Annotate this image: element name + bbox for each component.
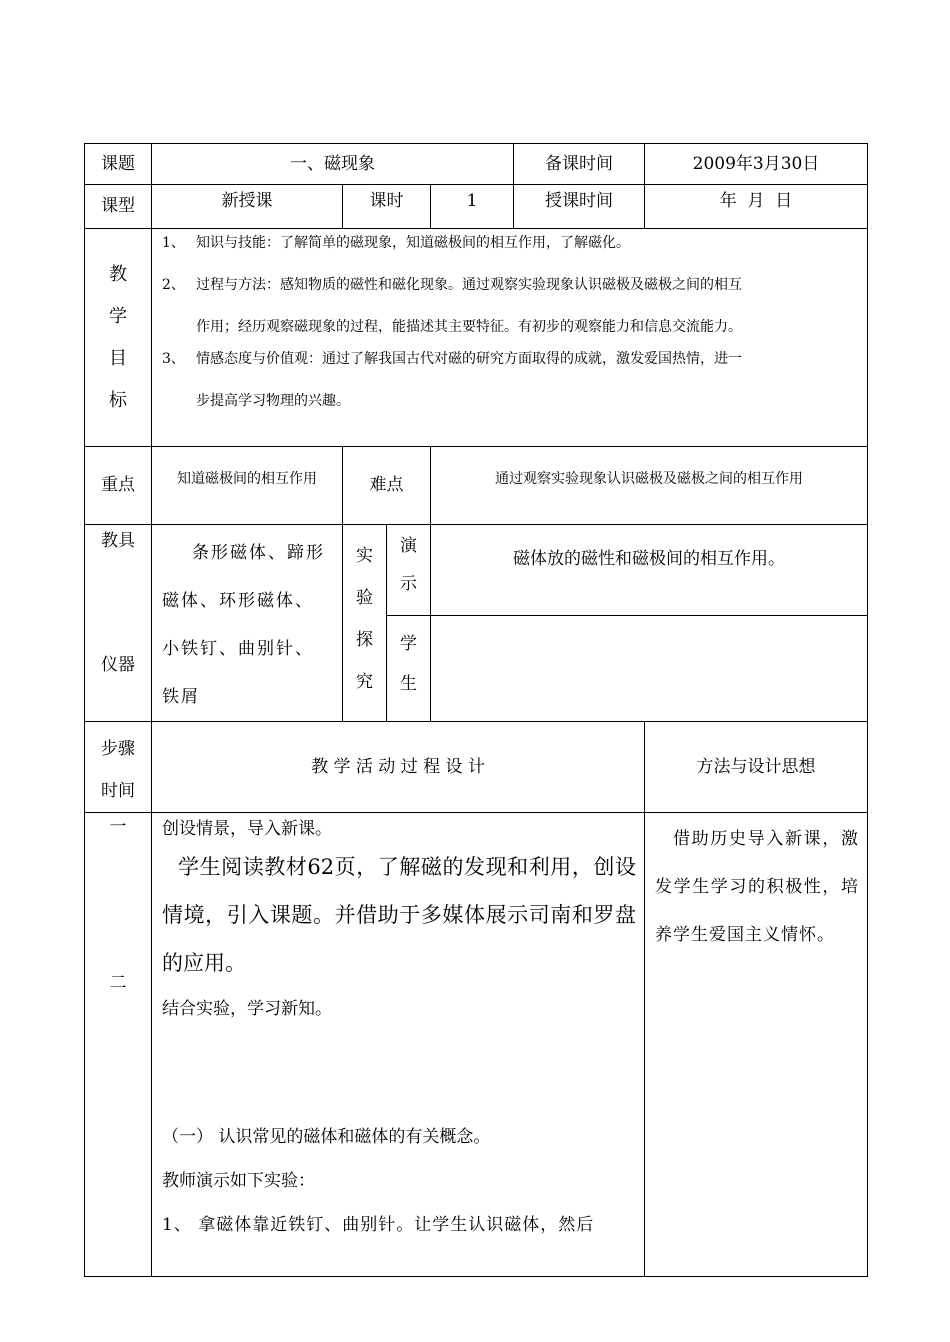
- demo-label-char: 示: [400, 574, 417, 594]
- goals-label-char: 目: [109, 347, 127, 369]
- equipment-label: [85, 525, 152, 722]
- paragraph-new-knowledge: 结合实验，学习新知。: [162, 999, 332, 1019]
- equipment-items: [152, 525, 343, 722]
- experiment-label-char: 探: [356, 630, 373, 650]
- goal-num: 3、: [162, 351, 185, 367]
- period-label: 课时: [343, 185, 431, 229]
- lesson-plan-table: [84, 143, 868, 1277]
- goal-text-continued: 步提高学习物理的兴趣。: [196, 393, 350, 409]
- step-label: 步骤: [101, 739, 135, 759]
- type-value: 新授课: [152, 185, 343, 229]
- goals-label-char: 教: [109, 263, 127, 285]
- experiment-label-char: 验: [356, 588, 373, 608]
- demo-value: 磁体放的磁性和磁极间的相互作用。: [431, 525, 868, 616]
- experiment-label: [343, 525, 387, 722]
- goal-item: [152, 347, 867, 371]
- experiment-label-char: 实: [356, 546, 373, 566]
- type-label: 课型: [85, 185, 152, 229]
- key-point-value: 知道磁极间的相互作用: [152, 447, 343, 525]
- equipment-line: 小铁钉、曲别针、: [162, 639, 314, 659]
- paragraph-reading: 学生阅读教材62页，了解磁的发现和利用，创设情境，引入课题。并借助于多媒体展示司南和罗盘的应用。: [162, 855, 636, 975]
- teach-time-value: 年 月 日: [645, 185, 868, 229]
- equipment-line: 条形磁体、蹄形: [192, 543, 325, 563]
- difficult-point-label: 难点: [343, 447, 431, 525]
- equipment-label-top: 教具: [101, 531, 135, 551]
- goals-label-char: 标: [109, 389, 127, 411]
- prep-time-label: 备课时间: [514, 144, 645, 185]
- design-title: 教 学 活 动 过 程 设 计: [152, 722, 645, 813]
- goal-num: 2、: [162, 277, 185, 293]
- goal-num: 1、: [162, 235, 185, 251]
- paragraph-demo: 教师演示如下实验：: [162, 1171, 315, 1191]
- equipment-line: 铁屑: [162, 687, 200, 707]
- topic-value: 一、磁现象: [152, 144, 514, 185]
- method-text: 借助历史导入新课，激发学生学习的积极性，培养学生爱国主义情怀。: [655, 829, 859, 945]
- prep-time-value: 2009年3月30日: [645, 144, 868, 185]
- goals-label-char: 学: [109, 305, 127, 327]
- period-value: 1: [431, 185, 514, 229]
- goals-label: [85, 229, 152, 447]
- method-title: 方法与设计思想: [645, 722, 868, 813]
- key-point-label: 重点: [85, 447, 152, 525]
- goals-content: [152, 229, 868, 447]
- paragraph-intro: 创设情景，导入新课。: [162, 819, 332, 839]
- student-label-char: 学: [400, 633, 417, 654]
- student-label-char: 生: [400, 673, 417, 694]
- paragraph-section-one: （一） 认识常见的磁体和磁体的有关概念。: [162, 1127, 491, 1147]
- step-time-label: [85, 722, 152, 813]
- experiment-label-char: 究: [356, 672, 373, 692]
- step-two: 二: [109, 973, 127, 993]
- goal-item: [152, 273, 867, 297]
- equipment-line: 磁体、环形磁体、: [162, 591, 314, 611]
- demo-label: [387, 525, 431, 616]
- demo-label-char: 演: [400, 536, 417, 556]
- paragraph-step-one: 1、 拿磁体靠近铁钉、曲别针。让学生认识磁体，然后: [162, 1215, 595, 1235]
- student-value: [431, 615, 868, 721]
- teach-time-label: 授课时间: [514, 185, 645, 229]
- goal-item: [152, 231, 867, 255]
- step-column: [85, 813, 152, 1277]
- method-content: [645, 813, 868, 1277]
- design-content: [152, 813, 645, 1277]
- student-label: [387, 615, 431, 721]
- goal-text: 知识与技能：了解简单的磁现象，知道磁极间的相互作用，了解磁化。: [196, 235, 630, 251]
- equipment-label-bottom: 仪器: [101, 655, 135, 675]
- topic-label: 课题: [85, 144, 152, 185]
- goal-text: 过程与方法：感知物质的磁性和磁化现象。通过观察实验现象认识磁极及磁极之间的相互: [196, 277, 742, 293]
- goal-text: 情感态度与价值观：通过了解我国古代对磁的研究方面取得的成就，激发爱国热情，进一: [196, 351, 742, 367]
- time-label: 时间: [101, 781, 135, 801]
- step-one: 一: [109, 817, 127, 837]
- goal-text-continued: 作用；经历观察磁现象的过程，能描述其主要特征。有初步的观察能力和信息交流能力。: [196, 319, 742, 335]
- difficult-point-value: 通过观察实验现象认识磁极及磁极之间的相互作用: [431, 447, 868, 525]
